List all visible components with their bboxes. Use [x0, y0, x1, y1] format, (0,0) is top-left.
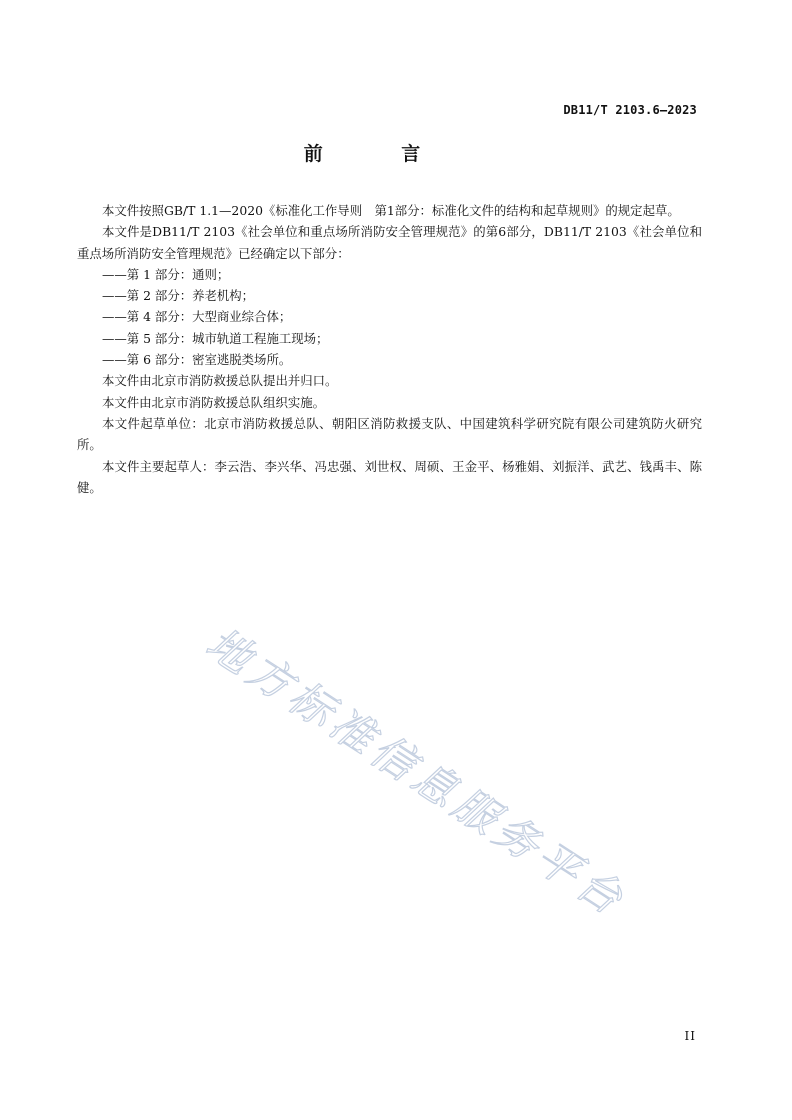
list-item: ——第 5 部分：城市轨道工程施工现场；	[102, 330, 329, 346]
paragraph: 本文件主要起草人：李云浩、李兴华、冯忠强、刘世权、周硕、王金平、杨雅娟、刘振洋、武艺、钱禹丰、陈健。	[77, 458, 702, 495]
document-body	[77, 200, 702, 498]
watermark: 地方标准信息服务平台	[197, 618, 636, 928]
paragraph: 本文件由北京市消防救援总队提出并归口。	[102, 373, 338, 389]
list-item: ——第 1 部分：通则；	[102, 266, 230, 282]
document-id: DB11/T 2103.6—2023	[563, 103, 697, 117]
page-number: II	[684, 1029, 696, 1043]
list-item: ——第 2 部分：养老机构；	[102, 288, 255, 304]
paragraph: 本文件起草单位：北京市消防救援总队、朝阳区消防救援支队、中国建筑科学研究院有限公司建筑防火研究所。	[77, 415, 702, 453]
page-title: 前 言	[303, 143, 457, 165]
list-item: ——第 6 部分：密室逃脱类场所。	[102, 352, 292, 368]
list-item: ——第 4 部分：大型商业综合体；	[102, 309, 292, 325]
paragraph: 本文件是DB11/T 2103《社会单位和重点场所消防安全管理规范》的第6部分，DB11/T 2103《社会单位和重点场所消防安全管理规范》已经确定以下部分：	[77, 224, 702, 261]
paragraph: 本文件由北京市消防救援总队组织实施。	[102, 394, 326, 410]
paragraph: 本文件按照GB/T 1.1—2020《标准化工作导则 第1部分：标准化文件的结构和起草规则》的规定起草。	[102, 203, 680, 218]
